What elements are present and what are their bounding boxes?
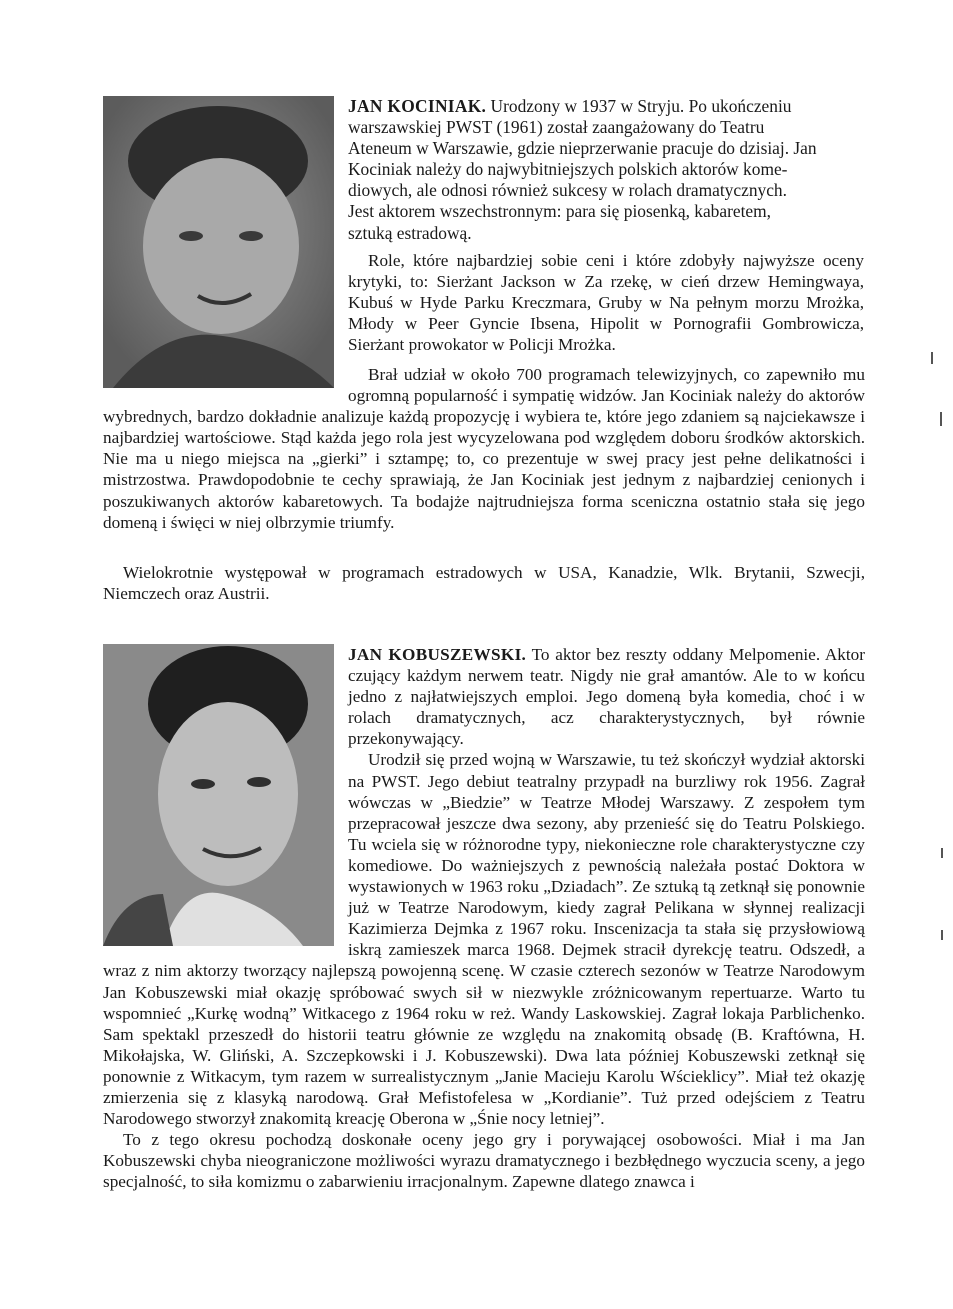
kociniak-tv-text: Brał udział w około 700 programach telewizyjnych, co zapewniło mu ogromną popularność i sympatię widzów. Jan Kociniak należy do aktorów wybrednych, bardzo dokładnie analizuje każdą propozycję i wybiera te, które jego zdaniem są najciekawsze i najbardziej wartościowe. Stąd każda jego rola jest wycyzelowana pod względem doboru środków aktorskich. Nie ma u niego miejsca na „gierki” i sztampę; to, co prezentuje w swej pracy jest pełne delikatności i mistrzostwa. Prawdopodobnie te cechy sprawiają, że Jan Kociniak jest jednym z najbardziej cenionych i poszukiwanych aktorów kabaretowych. Ta bodajże najtrudniejsza forma sceniczna ostatnio stała się jego domeną i święci w niej olbrzymie triumfy.: [103, 365, 865, 532]
kociniak-intro-line-1: Urodzony w 1937 w Stryju. Po ukończeniu: [486, 96, 792, 116]
kociniak-intro-line-3: Ateneum w Warszawie, gdzie nieprzerwanie pracuje do dzisiaj. Jan: [348, 138, 817, 159]
kobuszewski-intro: To aktor bez reszty oddany Melpomenie. Aktor czujący każdym nerwem teatr. Nigdy nie grał amantów. Ale to w końcu jedno z najłatwiejszych emploi. Jego domeną była komedia, choć i w rolach dramatycznych, acz charakterystycznych, był równie przekonywający.: [348, 645, 865, 749]
scan-mark: [941, 930, 943, 940]
kociniak-intro-line-5: diowych, ale odnosi również sukcesy w rolach dramatycznych.: [348, 180, 787, 201]
kociniak-name: JAN KOCINIAK.: [348, 96, 487, 116]
kociniak-intro-line-2: warszawskiej PWST (1961) został zaangażowany do Teatru: [348, 117, 765, 138]
kociniak-tours-paragraph: Wielokrotnie występował w programach estradowych w USA, Kanadzie, Wlk. Brytanii, Szwecji, Niemczech oraz Austrii.: [103, 563, 865, 604]
kobuszewski-name: JAN KOBUSZEWSKI.: [348, 645, 527, 664]
scan-mark: [940, 412, 942, 426]
kociniak-intro-line-6: Jest aktorem wszechstronnym: para się piosenką, kabaretem,: [348, 201, 772, 222]
kociniak-intro-line-7: sztuką estradową.: [348, 222, 472, 243]
portrait-jan-kociniak: [103, 96, 334, 388]
kobuszewski-closing-paragraph: To z tego okresu pochodzą doskonałe oceny jego gry i porywającej osobowości. Miał i ma Jan Kobuszewski chyba nieograniczone możliwości wyrazu dramatycznego i bezbłędnego wyczucia sceny, a jego specjalność, to siła komizmu o zabarwieniu irracjonalnym. Zapewne dlatego znawca i: [103, 1130, 865, 1192]
scan-mark: [931, 352, 933, 364]
scan-mark: [941, 848, 943, 858]
kociniak-intro: [348, 96, 864, 244]
kobuszewski-career-paragraph: Urodził się przed wojną w Warszawie, tu też skończył wydział aktorski na PWST. Jego debiut teatralny przypadł na burzliwy rok 1956. Zagrał wówczas w „Biedzie” w Teatrze Młodej Warszawy. Z zespołem tym przepracował jeszcze dwa sezony, aby przenieść się do Teatru Polskiego. Tu wciela się w różnorodne typy, niekonieczne role charakterystyczne czy komediowe. Do ważniejszych z pewnością należała postać Doktora w wystawionych w 1963 roku „Dziadach”. Ze sztuką tą zetknął się ponownie już w Teatrze Narodowym, kiedy zagrał Pelikana w słynnej realizacji Kazimierza Dejmka z 1967 roku. Inscenizacja ta stała się przysłowiową iskrą zamieszek marca 1968. Dejmek stracił dyrekcję teatru. Odszedł, a wraz z nim aktorzy tworzący najlepszą powojenną scenę. W czasie czterech sezonów w Teatrze Narodowym Jan Kobuszewski miał okazję spróbować swych sił w niezwykle zróżnicowanym repertuarze. Warto tu wspomnieć „Kurkę wodną” Witkacego z 1964 roku w reż. Wandy Laskowskiej. Zagrał lokaja Parblichenko. Sam spektakl przeszedł do historii teatru głównie ze względu na znakomitą obsadę (B. Kraftówna, H. Mikołajska, W. Gliński, A. Szczepkowski i J. Kobuszewski). Dwa lata później Kobuszewski zetknął się ponownie z Witkacym, tym razem w surrealistycznym „Janie Macieju Karolu Wścieklicy”. Miał też okazję zmierzenia się z klasyką narodową. Grał Mefistofelesa w „Kordianie”. Tuż przed odejściem z Teatru Narodowego stworzył znakomitą kreację Oberona w „Śnie nocy letniej”.: [103, 750, 865, 1129]
kociniak-intro-line-4: Kociniak należy do najwybitniejszych polskich aktorów kome-: [348, 159, 788, 180]
kociniak-tv-wrap: [103, 364, 865, 533]
kociniak-roles-paragraph: Role, które najbardziej sobie ceni i które zdobyły najwyższe oceny krytyki, to: Sierżant Jackson w Za rzekę, w cień drzew Hemingwaya, Kubuś w Hyde Parku Kreczmara, Gruby w Na pełnym morzu Mrożka, Młody w Peer Gyncie Ibsena, Hipolit w Pornografii Gombrowicza, Sierżant prowokator w Policji Mrożka.: [348, 251, 864, 355]
kobuszewski-wrap: [103, 644, 865, 1192]
